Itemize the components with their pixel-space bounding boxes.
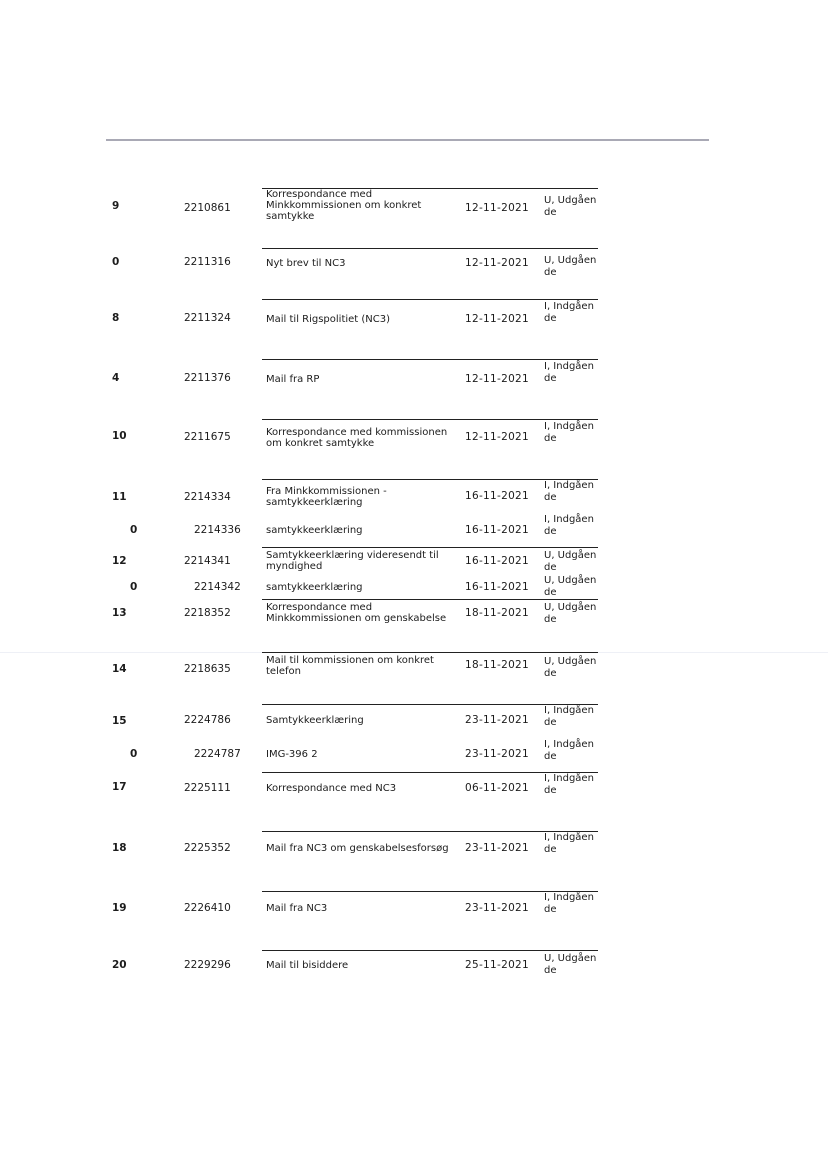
record-id: 2211675	[184, 431, 231, 443]
record-direction: I, Indgående	[544, 773, 594, 796]
record-direction: I, Indgående	[544, 892, 594, 915]
record-direction: I, Indgående	[544, 832, 594, 855]
record-title: Samtykkeerklæring	[266, 715, 364, 726]
record-title: Mail til kommissionen om konkret telefon	[266, 655, 434, 677]
record-nr: 20	[112, 959, 127, 971]
record-id: 2225111	[184, 782, 231, 794]
record-title: Mail fra NC3	[266, 903, 328, 914]
record-title: Samtykkeerklæring videresendt til myndighed	[266, 550, 439, 572]
record-title: Nyt brev til NC3	[266, 258, 346, 269]
record-nr: 0	[130, 524, 138, 536]
record-id: 2218635	[184, 663, 231, 675]
record-nr: 14	[112, 663, 127, 675]
record-direction: U, Udgående	[544, 550, 597, 573]
record-title: Fra Minkkommissionen - samtykkeerklæring	[266, 486, 387, 508]
record-date: 23-11-2021	[465, 748, 530, 760]
record-id: 2214342	[194, 581, 241, 593]
record-nr: 0	[112, 256, 120, 268]
record-id: 2214336	[194, 524, 241, 536]
record-id: 2211376	[184, 372, 231, 384]
record-title: samtykkeerklæring	[266, 525, 363, 536]
record-date: 06-11-2021	[465, 782, 530, 794]
record-direction: I, Indgående	[544, 421, 594, 444]
record-date: 12-11-2021	[465, 257, 530, 269]
record-id: 2211324	[184, 312, 231, 324]
record-date: 12-11-2021	[465, 373, 530, 385]
record-nr: 17	[112, 781, 127, 793]
record-id: 2224787	[194, 748, 241, 760]
record-title: Mail til Rigspolitiet (NC3)	[266, 314, 391, 325]
record-id: 2211316	[184, 256, 231, 268]
record-title: Mail til bisiddere	[266, 960, 349, 971]
record-direction: U, Udgående	[544, 656, 597, 679]
record-nr: 9	[112, 200, 120, 212]
record-date: 18-11-2021	[465, 607, 530, 619]
record-nr: 0	[130, 748, 138, 760]
header-divider	[106, 139, 709, 141]
record-id: 2226410	[184, 902, 231, 914]
record-nr: 4	[112, 372, 120, 384]
record-date: 12-11-2021	[465, 431, 530, 443]
record-date: 16-11-2021	[465, 581, 530, 593]
record-date: 23-11-2021	[465, 714, 530, 726]
record-direction: U, Udgående	[544, 195, 597, 218]
record-date: 16-11-2021	[465, 524, 530, 536]
record-date: 18-11-2021	[465, 659, 530, 671]
record-nr: 13	[112, 607, 127, 619]
record-direction: I, Indgående	[544, 705, 594, 728]
record-id: 2225352	[184, 842, 231, 854]
record-direction: I, Indgående	[544, 739, 594, 762]
record-id: 2214334	[184, 491, 231, 503]
record-direction: I, Indgående	[544, 361, 594, 384]
record-title: samtykkeerklæring	[266, 582, 363, 593]
record-nr: 8	[112, 312, 120, 324]
record-date: 23-11-2021	[465, 902, 530, 914]
record-title: IMG-396 2	[266, 749, 318, 760]
record-nr: 15	[112, 715, 127, 727]
record-direction: U, Udgående	[544, 953, 597, 976]
record-date: 23-11-2021	[465, 842, 530, 854]
record-direction: I, Indgående	[544, 301, 594, 324]
record-date: 16-11-2021	[465, 555, 530, 567]
record-nr: 0	[130, 581, 138, 593]
record-id: 2210861	[184, 202, 231, 214]
record-direction: U, Udgående	[544, 255, 597, 278]
record-direction: I, Indgående	[544, 480, 594, 503]
record-nr: 11	[112, 491, 127, 503]
record-id: 2224786	[184, 714, 231, 726]
record-title: Korrespondance med NC3	[266, 783, 397, 794]
record-direction: U, Udgående	[544, 602, 597, 625]
record-nr: 19	[112, 902, 127, 914]
record-title: Mail fra RP	[266, 374, 320, 385]
record-title: Korrespondance med Minkkommissionen om genskabelse	[266, 602, 447, 624]
record-title: Korrespondance med Minkkommissionen om konkret samtykke	[266, 189, 422, 222]
record-title: Korrespondance med kommissionen om konkret samtykke	[266, 427, 448, 449]
record-id: 2214341	[184, 555, 231, 567]
record-id: 2218352	[184, 607, 231, 619]
record-date: 16-11-2021	[465, 490, 530, 502]
record-id: 2229296	[184, 959, 231, 971]
record-nr: 18	[112, 842, 127, 854]
record-nr: 10	[112, 430, 127, 442]
record-date: 25-11-2021	[465, 959, 530, 971]
record-date: 12-11-2021	[465, 202, 530, 214]
record-date: 12-11-2021	[465, 313, 530, 325]
record-direction: I, Indgående	[544, 514, 594, 537]
record-nr: 12	[112, 555, 127, 567]
record-title: Mail fra NC3 om genskabelsesforsøg	[266, 843, 449, 854]
record-direction: U, Udgående	[544, 575, 597, 598]
